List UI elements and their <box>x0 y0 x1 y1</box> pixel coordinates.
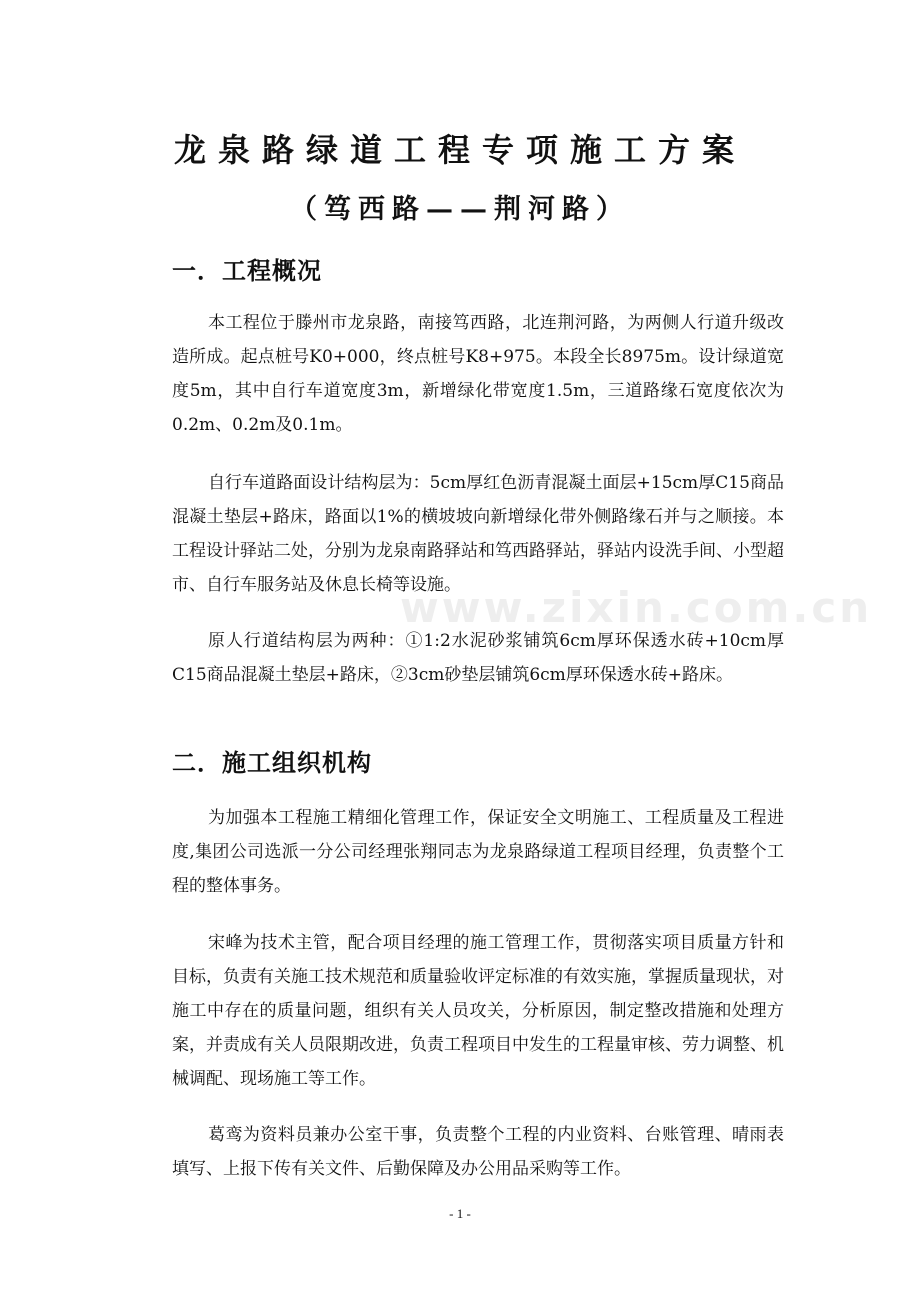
section-heading-organization: 二．施工组织机构 <box>172 749 372 777</box>
paragraph-overview-location: 本工程位于滕州市龙泉路，南接笃西路，北连荆河路，为两侧人行道升级改造所成。起点桩号K0+000，终点桩号K8+975。本段全长8975m。设计绿道宽度5m，其中自行车道宽度3m，新增绿化带宽度1.5m，三道路缘石宽度依次为0.2m、0.2m及0.1m。 <box>172 313 784 435</box>
paragraph-overview-original-sidewalk: 原人行道结构层为两种：①1:2水泥砂浆铺筑6cm厚环保透水砖+10cm厚C15商品混凝土垫层+路床，②3cm砂垫层铺筑6cm厚环保透水砖+路床。 <box>172 631 784 685</box>
paragraph-organization-manager: 为加强本工程施工精细化管理工作，保证安全文明施工、工程质量及工程进度,集团公司选派一分公司经理张翔同志为龙泉路绿道工程项目经理，负责整个工程的整体事务。 <box>172 808 784 896</box>
paragraph-organization-technical-lead: 宋峰为技术主管，配合项目经理的施工管理工作，贯彻落实项目质量方针和目标，负责有关施工技术规范和质量验收评定标准的有效实施，掌握质量现状，对施工中存在的质量问题，组织有关人员攻关，分析原因，制定整改措施和处理方案，并责成有关人员限期改进，负责工程项目中发生的工程量审核、劳力调整、机械调配、现场施工等工作。 <box>172 933 784 1089</box>
section-heading-overview: 一．工程概况 <box>172 257 322 285</box>
document-title: 龙泉路绿道工程专项施工方案 <box>173 131 746 169</box>
document-subtitle: （笃西路——荆河路） <box>290 194 630 225</box>
paragraph-overview-structure: 自行车道路面设计结构层为：5cm厚红色沥青混凝土面层+15cm厚C15商品混凝土垫层+路床，路面以1%的横坡坡向新增绿化带外侧路缘石并与之顺接。本工程设计驿站二处，分别为龙泉南路驿站和笃西路驿站，驿站内设洗手间、小型超市、自行车服务站及休息长椅等设施。 <box>172 473 784 595</box>
paragraph-organization-documentation: 葛鸾为资料员兼办公室干事，负责整个工程的内业资料、台账管理、晴雨表填写、上报下传有关文件、后勤保障及办公用品采购等工作。 <box>172 1125 784 1179</box>
page-number: - 1 - <box>449 1206 471 1221</box>
watermark: www.zixin.com.cn <box>400 583 873 632</box>
